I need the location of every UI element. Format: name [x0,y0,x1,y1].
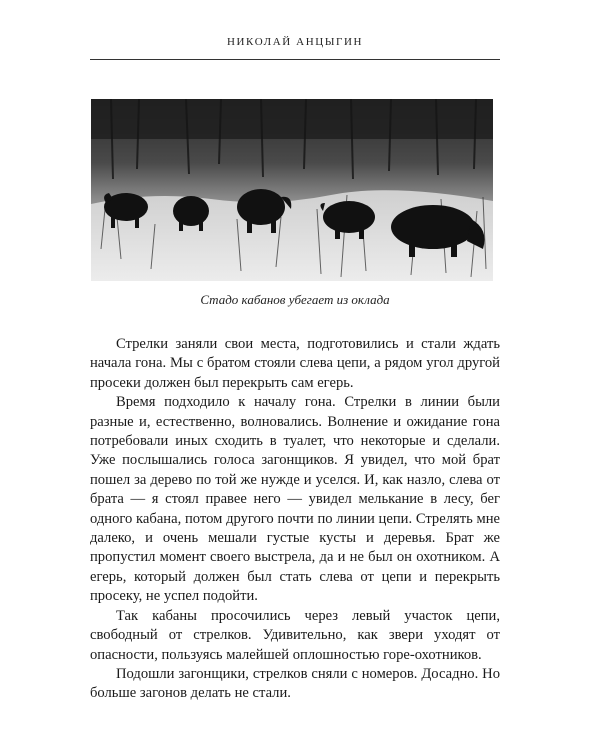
paragraph: Стрелки заняли свои места, подготовились и стали ждать начала гона. Мы с братом стояли слева цепи, а рядом угол другой просеки должен был перекрыть сам егерь. [90,336,500,391]
paragraph: Время подходило к началу гона. Стрелки в линии были разные и, естественно, волновались. Волнение и ожидание гона потребовали иных сходить в туалет, что некоторые и сделали. Уже послышались голоса загонщиков. Я увидел, что мой брат пошел за дерево по той же нужде и уселся. И, как назло, слева от брата — я стоял правее него — увидел мелькание в лесу, бег одного кабана, потом другого почти по линии цепи. Стрелять мне далеко, и очень мешали густые кусты и деревья. Брат же пропустил момент своего выстрела, да и не был он охотником. А егерь, который должен был стать слева от цепи и перекрыть просеку, не успел подойти. [90,394,500,605]
running-head: НИКОЛАЙ АНЦЫГИН [226,36,364,48]
body-text [90,335,500,704]
paragraph: Так кабаны просочились через левый участок цепи, свободный от стрелков. Удивительно, как звери уходят от опасности, пользуясь малейшей оплошностью горе-охотников. [90,607,500,663]
photo-caption: Стадо кабанов убегает из оклада [200,292,390,307]
header-rule [90,59,500,60]
forest-band [91,99,493,139]
photo-boars-in-snow [91,99,493,281]
paragraph: Подошли загонщики, стрелков сняли с номеров. Досадно. Но больше загонов делать не стали. [90,665,500,702]
